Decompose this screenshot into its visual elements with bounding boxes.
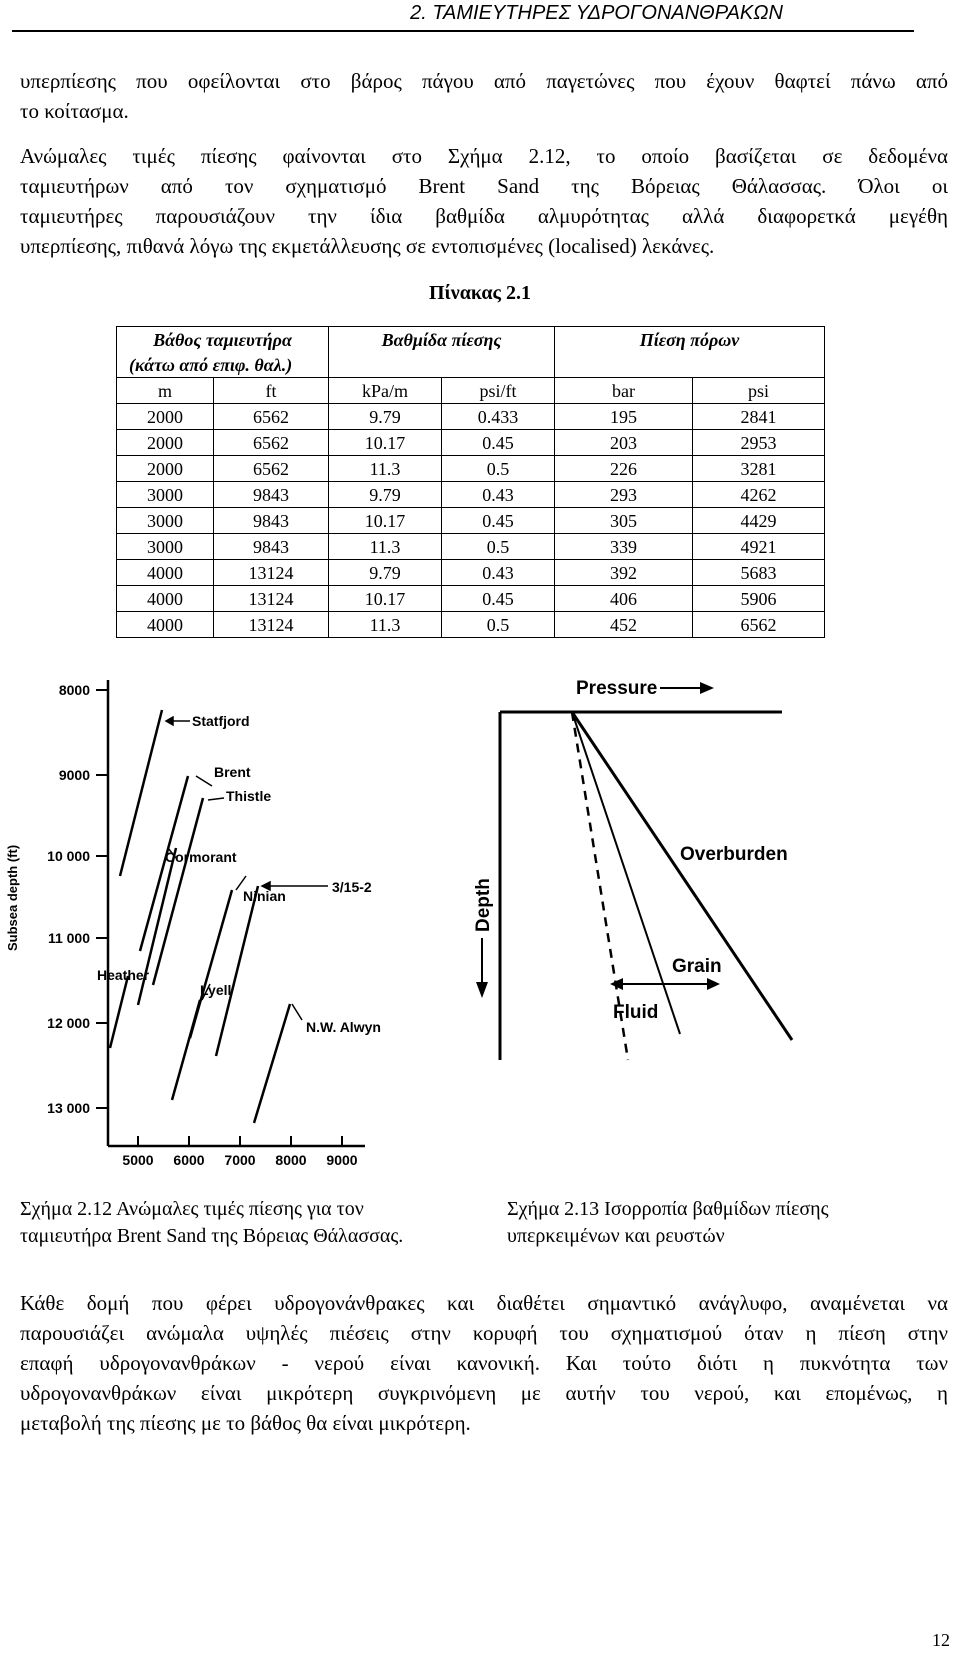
table-cell: 9.79 xyxy=(329,404,442,430)
depth-header: Βάθος ταμιευτήρα xyxy=(117,327,329,353)
table-cell: 0.45 xyxy=(442,586,555,612)
table-cell: 11.3 xyxy=(329,534,442,560)
anomalous-pressure-plot xyxy=(5,680,381,1168)
x-tick-label: 6000 xyxy=(173,1152,205,1168)
table-cell: 6562 xyxy=(214,430,329,456)
table-cell: 0.5 xyxy=(442,456,555,482)
arrow-down-icon xyxy=(476,982,488,998)
closing-line: υδρογονανθράκων είναι μικρότερη συγκρινόμενη με αυτήν του νερού, και επομένως, η xyxy=(20,1381,948,1405)
caption-line: ταμιευτήρα Brent Sand της Βόρειας Θάλασσας. xyxy=(20,1225,404,1247)
table-cell: 5906 xyxy=(693,586,825,612)
table-cell: 203 xyxy=(555,430,693,456)
table-title: Πίνακας 2.1 xyxy=(429,282,531,304)
depth-header-sub: (κάτω από επιφ. θαλ.) xyxy=(117,352,329,378)
table-cell: 5683 xyxy=(693,560,825,586)
table-cell: 6562 xyxy=(214,456,329,482)
table-row xyxy=(117,612,825,638)
table-cell: 0.43 xyxy=(442,560,555,586)
field-line-lyell xyxy=(172,1000,200,1100)
overburden-label: Overburden xyxy=(680,844,788,865)
intro-p1-line: υπερπίεσης που οφείλονται στο βάρος πάγου από παγετώνες που έχουν θαφτεί πάνω από xyxy=(20,69,948,93)
table-body xyxy=(117,404,825,638)
closing-line: Κάθε δομή που φέρει υδρογονάνθρακες και διαθέτει σημαντικό ανάγλυφο, αναμένεται να xyxy=(20,1291,948,1315)
caption-line: Σχήμα 2.13 Ισορροπία βαθμίδων πίεσης xyxy=(507,1198,829,1220)
table-cell: 0.5 xyxy=(442,612,555,638)
table-row xyxy=(117,430,825,456)
field-line-statfjord xyxy=(120,710,162,876)
table-cell: 0.43 xyxy=(442,482,555,508)
table-cell: 406 xyxy=(555,586,693,612)
table-row xyxy=(117,586,825,612)
table-cell: 13124 xyxy=(214,560,329,586)
fluid-label: Fluid xyxy=(613,1002,659,1023)
field-line-3-15-2 xyxy=(216,886,258,1056)
unit-cell: psi/ft xyxy=(442,378,555,404)
field-line-heather xyxy=(110,976,128,1048)
table-cell: 4429 xyxy=(693,508,825,534)
table-cell: 293 xyxy=(555,482,693,508)
thistle-leader xyxy=(208,798,224,800)
gradient-header: Βαθμίδα πίεσης xyxy=(329,327,555,353)
table-cell: 3000 xyxy=(117,534,214,560)
figure-2-13-caption xyxy=(507,1196,829,1250)
y-tick-label: 13 000 xyxy=(47,1100,90,1116)
table-cell: 9.79 xyxy=(329,560,442,586)
unit-cell: bar xyxy=(555,378,693,404)
y-tick-label: 10 000 xyxy=(47,848,90,864)
table-cell: 0.433 xyxy=(442,404,555,430)
table-cell: 13124 xyxy=(214,612,329,638)
closing-line: μεταβολή της πίεσης με το βάθος θα είναι μικρότερη. xyxy=(20,1411,471,1435)
empty-header-cell xyxy=(329,352,555,378)
pressure-table xyxy=(116,326,825,638)
label-brent: Brent xyxy=(214,764,251,780)
label-nw-alwyn: N.W. Alwyn xyxy=(306,1019,381,1035)
arrow-right-icon xyxy=(700,682,714,694)
table-row xyxy=(117,534,825,560)
table-cell: 4000 xyxy=(117,560,214,586)
table-cell: 11.3 xyxy=(329,456,442,482)
pressure-label: Pressure xyxy=(576,678,658,699)
y-tick-label: 9000 xyxy=(58,767,90,783)
y-tick-label: 8000 xyxy=(58,682,90,698)
table-cell: 226 xyxy=(555,456,693,482)
grain-label: Grain xyxy=(672,956,722,977)
x-ticks xyxy=(122,1136,357,1168)
closing-line: επαφή υδρογονανθράκων - νερού είναι κανονική. Και τούτο διότι η πυκνότητα των xyxy=(20,1351,948,1375)
table-cell: 9843 xyxy=(214,534,329,560)
figure-2-13 xyxy=(473,668,820,1068)
table-cell: 2000 xyxy=(117,404,214,430)
table-cell: 13124 xyxy=(214,586,329,612)
table-cell: 10.17 xyxy=(329,430,442,456)
intro-p1-line: το κοίτασμα. xyxy=(20,99,129,123)
unit-cell: m xyxy=(117,378,214,404)
overburden-line xyxy=(572,712,792,1040)
y-tick-label: 11 000 xyxy=(47,930,90,946)
table-row xyxy=(117,456,825,482)
label-thistle: Thistle xyxy=(226,788,272,804)
table-cell: 3281 xyxy=(693,456,825,482)
label-3-15-2: 3/15-2 xyxy=(332,879,372,895)
table-cell: 452 xyxy=(555,612,693,638)
table-cell: 9843 xyxy=(214,508,329,534)
x-tick-label: 7000 xyxy=(224,1152,256,1168)
closing-line: παρουσιάζει ανώμαλα υψηλές πιέσεις στην κορυφή του σχηματισμού όταν η πίεση στην xyxy=(20,1321,948,1345)
intro-paragraph-2 xyxy=(20,141,948,261)
table-cell: 10.17 xyxy=(329,586,442,612)
intro-p2-line: Ανώμαλες τιμές πίεσης φαίνονται στο Σχήμα 2.12, το οποίο βασίζεται σε δεδομένα xyxy=(20,144,948,168)
label-cormorant: Cormorant xyxy=(165,849,237,865)
table-cell: 2953 xyxy=(693,430,825,456)
nwalwyn-leader xyxy=(292,1004,302,1020)
table-cell: 392 xyxy=(555,560,693,586)
table-cell: 0.45 xyxy=(442,508,555,534)
arrow-head-icon xyxy=(166,717,173,725)
unit-cell: psi xyxy=(693,378,825,404)
table-cell: 3000 xyxy=(117,508,214,534)
table-cell: 305 xyxy=(555,508,693,534)
x-tick-label: 9000 xyxy=(326,1152,358,1168)
table-row xyxy=(117,508,825,534)
table-cell: 6562 xyxy=(693,612,825,638)
table-cell: 4000 xyxy=(117,586,214,612)
figure-2-12 xyxy=(0,668,400,1178)
label-lyell: Lyell xyxy=(200,982,232,998)
x-tick-label: 5000 xyxy=(122,1152,154,1168)
intro-p2-line: ταμιευτήρων από τον σχηματισμό Brent Sand της Βόρειας Θάλασσας. Όλοι οι xyxy=(20,174,948,198)
label-statfjord: Statfjord xyxy=(192,713,250,729)
table-cell: 2841 xyxy=(693,404,825,430)
brent-leader xyxy=(196,776,212,786)
table-cell: 4000 xyxy=(117,612,214,638)
empty-header-cell xyxy=(555,352,825,378)
figure-2-12-caption xyxy=(20,1196,403,1250)
closing-paragraph xyxy=(20,1288,948,1438)
field-line-thistle xyxy=(153,798,203,985)
table-cell: 11.3 xyxy=(329,612,442,638)
label-ninian: Ninian xyxy=(243,888,286,904)
intro-p2-line: ταμιευτήρες παρουσιάζουν την ίδια βαθμίδα αλμυρότητας αλλά διαφορετκά μεγέθη xyxy=(20,204,948,228)
arrow-right-icon xyxy=(707,978,720,990)
table-cell: 2000 xyxy=(117,430,214,456)
table-cell: 10.17 xyxy=(329,508,442,534)
table-cell: 2000 xyxy=(117,456,214,482)
header-rule xyxy=(12,30,914,32)
table-cell: 0.45 xyxy=(442,430,555,456)
y-axis-label: Subsea depth (ft) xyxy=(5,844,20,951)
field-line-nw-alwyn xyxy=(254,1004,290,1123)
label-heather: Heather xyxy=(97,967,150,983)
table-cell: 195 xyxy=(555,404,693,430)
grain-line xyxy=(572,712,680,1034)
table-cell: 9843 xyxy=(214,482,329,508)
unit-cell: ft xyxy=(214,378,329,404)
y-tick-label: 12 000 xyxy=(47,1015,90,1031)
table-row xyxy=(117,404,825,430)
intro-p2-line: υπερπίεσης, πιθανά λόγω της εκμετάλλευσης σε εντοπισμένες (localised) λεκάνες. xyxy=(20,234,715,258)
page-number: 12 xyxy=(932,1630,950,1650)
table-cell: 0.5 xyxy=(442,534,555,560)
y-ticks xyxy=(47,682,108,1116)
table-cell: 9.79 xyxy=(329,482,442,508)
pore-pressure-header: Πίεση πόρων xyxy=(555,327,825,353)
table-cell: 339 xyxy=(555,534,693,560)
table-cell: 4262 xyxy=(693,482,825,508)
table-row xyxy=(117,560,825,586)
table-header-row-2 xyxy=(117,352,825,378)
pressure-gradient-diagram xyxy=(473,678,792,1060)
intro-paragraph-1 xyxy=(20,66,948,126)
table-row xyxy=(117,482,825,508)
table-cell: 4921 xyxy=(693,534,825,560)
table-cell: 6562 xyxy=(214,404,329,430)
table-header-row xyxy=(117,327,825,353)
units-row xyxy=(117,378,825,404)
running-header: 2. ΤΑΜΙΕΥΤΗΡΕΣ ΥΔΡΟΓΟΝΑΝΘΡΑΚΩΝ xyxy=(410,2,783,24)
x-tick-label: 8000 xyxy=(275,1152,307,1168)
unit-cell: kPa/m xyxy=(329,378,442,404)
depth-label: Depth xyxy=(473,878,494,932)
caption-line: Σχήμα 2.12 Ανώμαλες τιμές πίεσης για τον xyxy=(20,1198,364,1220)
table-cell: 3000 xyxy=(117,482,214,508)
caption-line: υπερκειμένων και ρευστών xyxy=(507,1225,725,1247)
